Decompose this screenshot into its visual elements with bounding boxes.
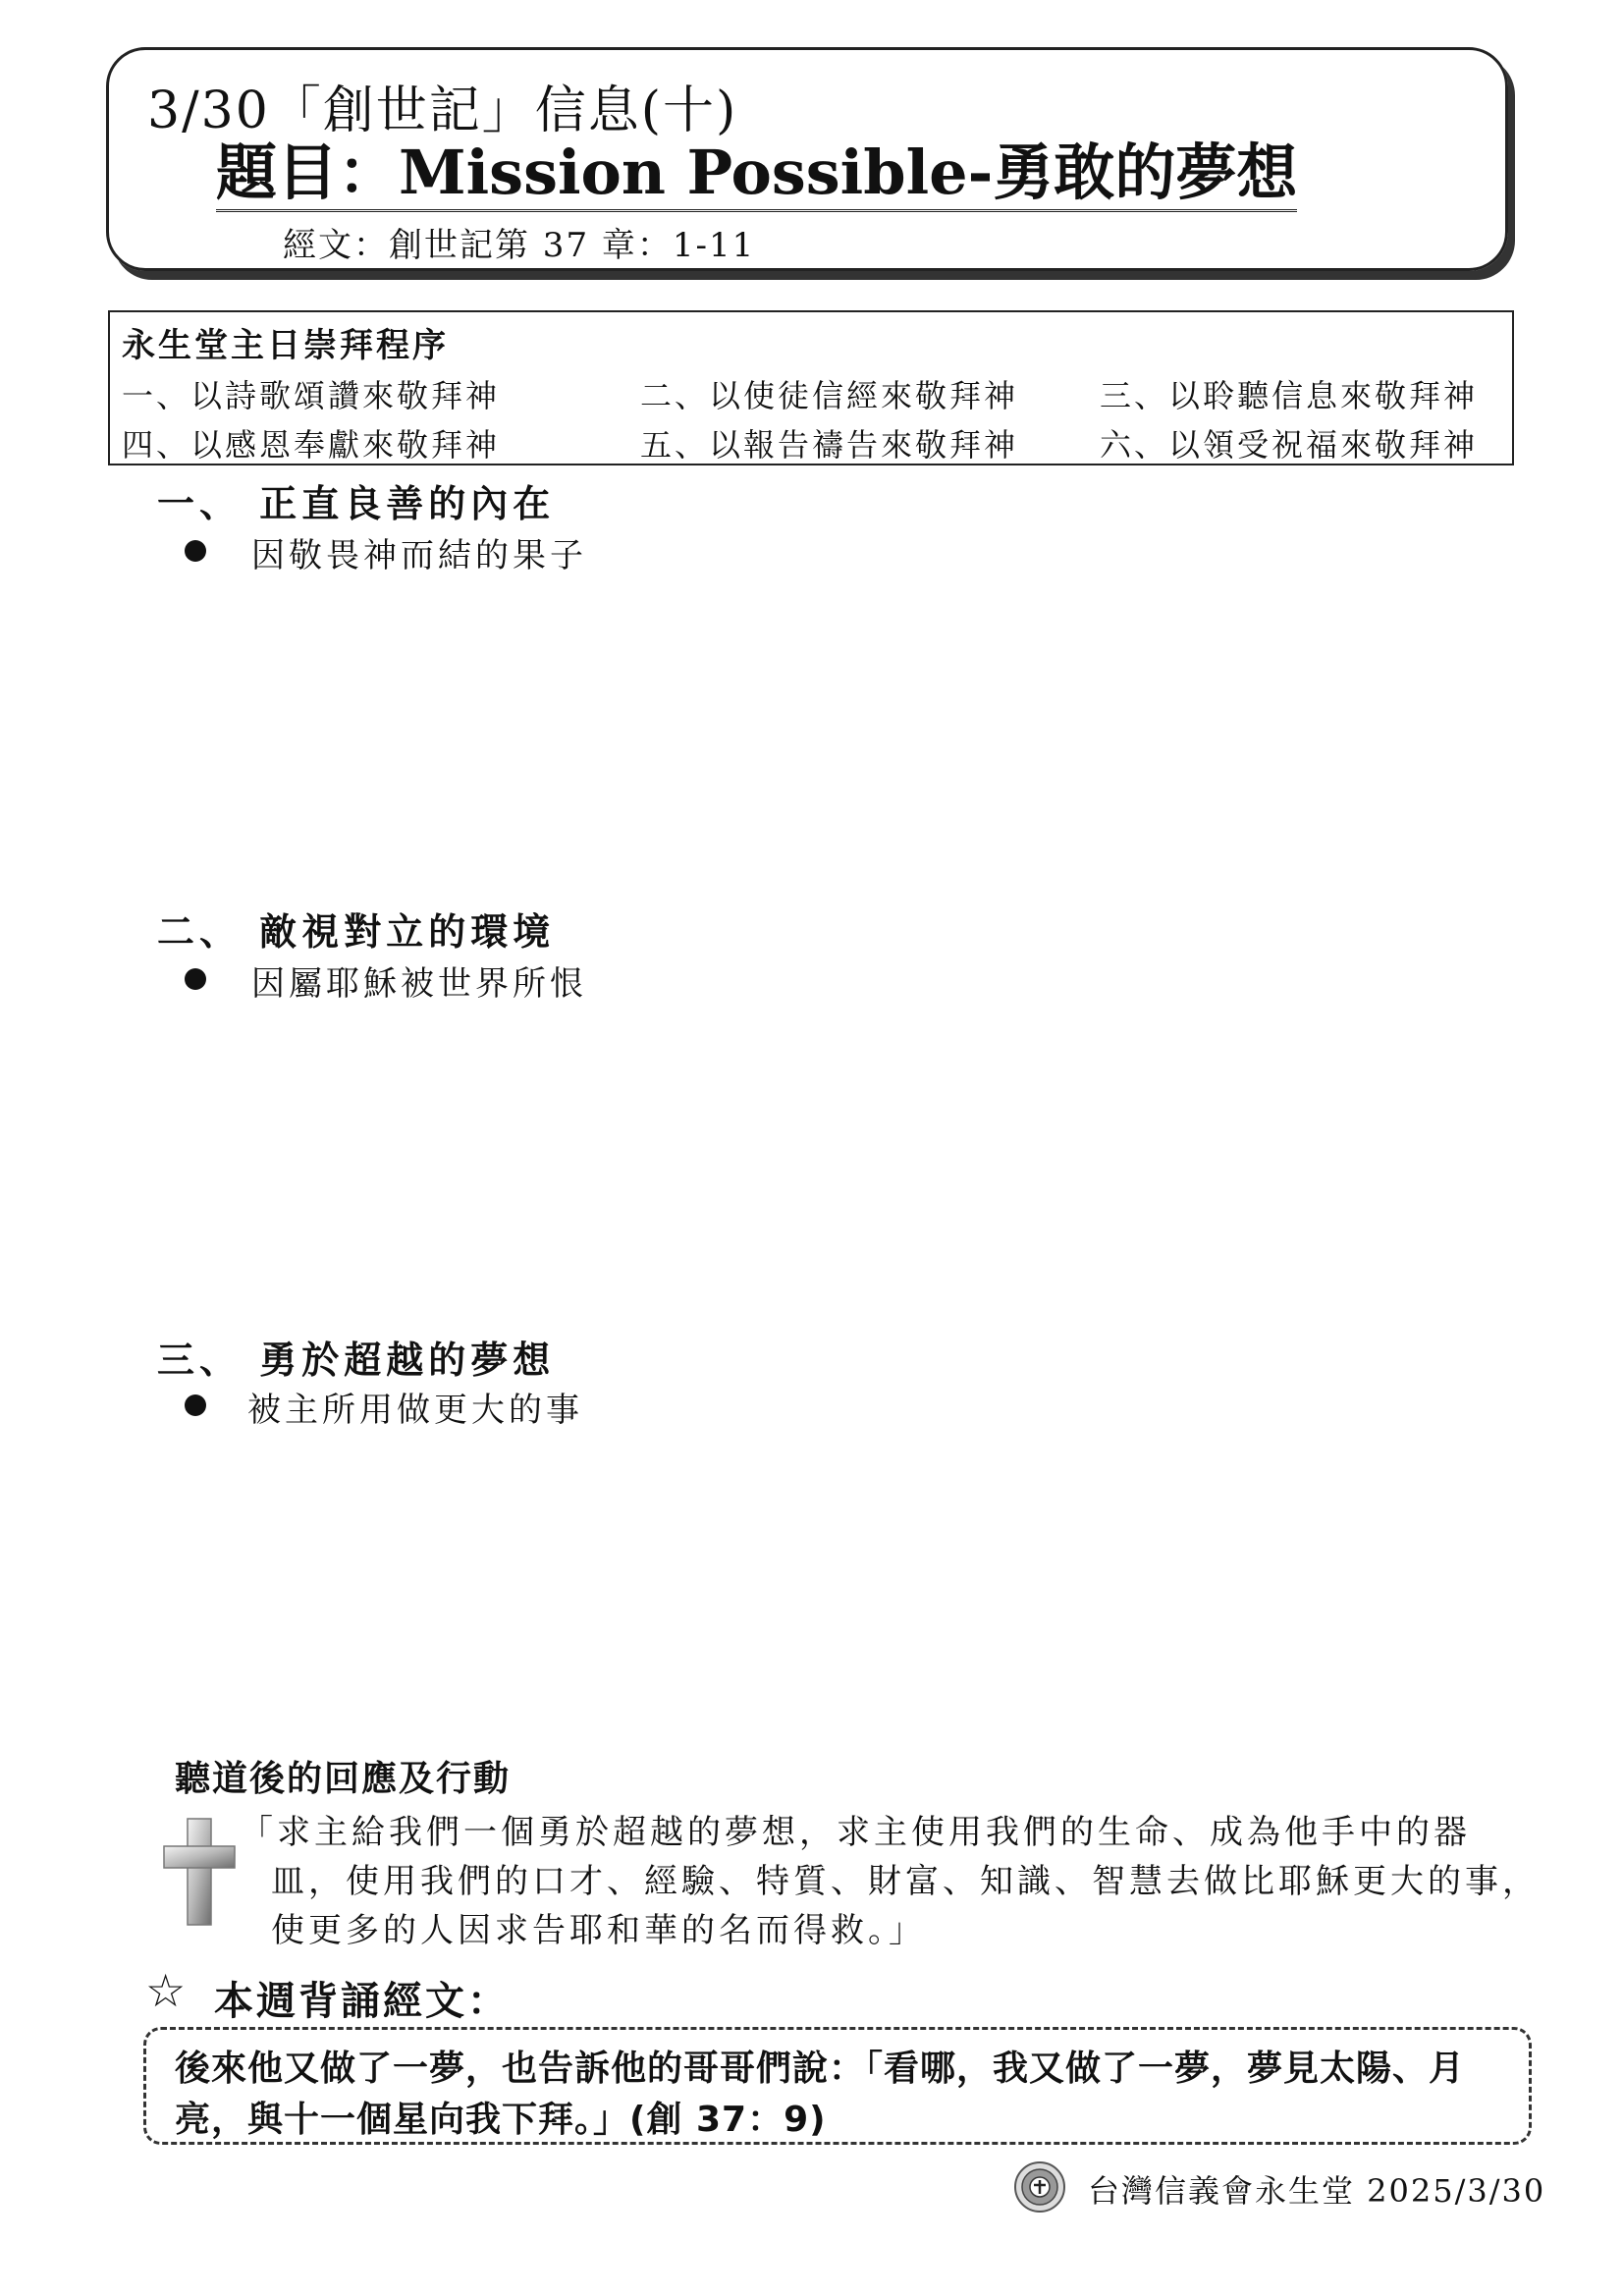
memory-verse-title: 本週背誦經文： <box>214 1979 510 2024</box>
cross-icon <box>160 1817 239 1927</box>
star-outline-icon: ☆ <box>145 1964 187 2017</box>
section-heading: 二、 敵視對立的環境 <box>157 909 556 954</box>
memory-verse-line: 後來他又做了一夢，也告訴他的哥哥們說：「看哪，我又做了一夢，夢見太陽、月 <box>175 2049 1466 2089</box>
section-heading: 三、 勇於超越的夢想 <box>157 1338 556 1382</box>
response-title: 聽道後的回應及行動 <box>175 1759 512 1799</box>
footer-text: 台灣信義會永生堂 2025/3/30 <box>1088 2172 1546 2210</box>
program-item: 二、以使徒信經來敬拜神 <box>640 377 1019 414</box>
worship-program-title: 永生堂主日崇拜程序 <box>122 326 449 365</box>
bullet-icon <box>185 540 206 562</box>
response-line: 「求主給我們一個勇於超越的夢想，求主使用我們的生命、成為他手中的器 <box>240 1813 1471 1852</box>
section-bullet: 因敬畏神而結的果子 <box>251 536 587 575</box>
section-bullet: 因屬耶穌被世界所恨 <box>251 964 587 1004</box>
section-heading: 一、 正直良善的內在 <box>157 481 556 525</box>
section-bullet: 被主所用做更大的事 <box>247 1391 583 1430</box>
sermon-title: 題目：Mission Possible-勇敢的夢想 <box>216 137 1297 212</box>
memory-verse-line: 亮，與十一個星向我下拜。」(創 37：9) <box>175 2100 827 2140</box>
program-item: 三、以聆聽信息來敬拜神 <box>1100 377 1479 414</box>
program-item: 六、以領受祝福來敬拜神 <box>1100 426 1479 464</box>
series-title: 3/30「創世記」信息(十) <box>147 82 738 140</box>
program-item: 四、以感恩奉獻來敬拜神 <box>122 426 501 464</box>
church-seal-icon <box>1013 2160 1066 2214</box>
bullet-icon <box>185 968 206 990</box>
response-line: 使更多的人因求告耶和華的名而得救。」 <box>271 1911 926 1950</box>
program-item: 五、以報告禱告來敬拜神 <box>640 426 1019 464</box>
program-item: 一、以詩歌頌讚來敬拜神 <box>122 377 501 414</box>
bullet-icon <box>185 1394 206 1416</box>
scripture-reference: 經文：創世記第 37 章：1-11 <box>283 226 756 265</box>
response-line: 皿，使用我們的口才、經驗、特質、財富、知識、智慧去做比耶穌更大的事， <box>271 1862 1540 1901</box>
